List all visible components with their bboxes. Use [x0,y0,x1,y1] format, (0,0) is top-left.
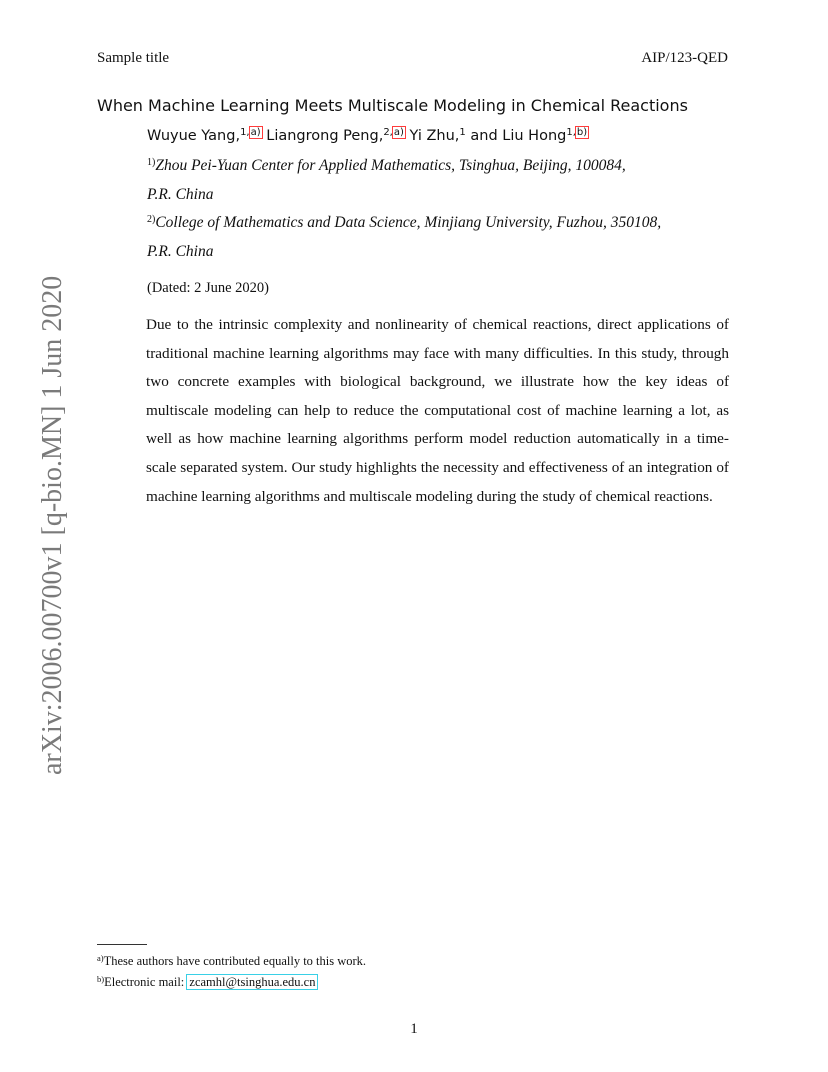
footnote-rule [97,944,147,945]
author-name: Liangrong Peng, [266,128,384,144]
author-affil-mark: 2, [383,127,393,138]
paper-title: When Machine Learning Meets Multiscale Modeling in Chemical Reactions [97,96,688,115]
arxiv-stamp: arXiv:2006.00700v1 [q-bio.MN] 1 Jun 2020 [37,275,68,775]
running-header-left: Sample title [97,50,170,66]
footnote-link[interactable]: b) [576,127,588,138]
affiliation-1-line2: P.R. China [147,186,214,203]
footnote-link[interactable]: a) [250,127,261,138]
affiliation-2-line2: P.R. China [147,243,214,260]
affiliation-2-line1 [147,214,661,232]
email-link[interactable]: zcamhl@tsinghua.edu.cn [189,975,316,989]
footnote-a [97,953,366,969]
footnote-link[interactable]: a) [393,127,404,138]
author-name: Wuyue Yang, [147,128,241,144]
author-name: Yi Zhu, [409,128,460,144]
author-affil-mark: 1, [566,127,576,138]
affiliation-text: Zhou Pei-Yuan Center for Applied Mathematics, Tsinghua, Beijing, 100084, [155,157,626,174]
footnote-text: Electronic mail: [104,975,188,989]
affiliation-number: 1) [147,157,156,168]
author-name: and Liu Hong [470,128,567,144]
author-list [147,127,588,144]
author-affil-mark: 1, [240,127,250,138]
dated-line: (Dated: 2 June 2020) [147,280,270,296]
affiliation-1-line1 [147,157,626,175]
page-number: 1 [410,1021,418,1037]
affiliation-number: 2) [147,214,156,225]
abstract: Due to the intrinsic complexity and nonlinearity of chemical reactions, direct applications of traditional machine learning algorithms may face with many difficulties. In this study, through two concrete examples with biological background, we illustrate how the key ideas of multiscale modeling can help to reduce the computational cost of machine learning a lot, as well as how machine learning algorithms perform model reduction automatically in a time-scale separated system. Our study highlights the necessity and effectiveness of an integration of machine learning algorithms and multiscale modeling during the study of chemical reactions. [146,316,729,505]
footnote-mark: b) [97,974,105,984]
footnote-text: These authors have contributed equally to this work. [103,954,367,968]
running-header-right: AIP/123-QED [641,50,728,66]
footnote-b [97,974,317,990]
author-affil-mark: 1 [459,127,466,138]
affiliation-text: College of Mathematics and Data Science, Minjiang University, Fuzhou, 350108, [155,214,662,231]
footnote-mark: a) [97,953,104,963]
